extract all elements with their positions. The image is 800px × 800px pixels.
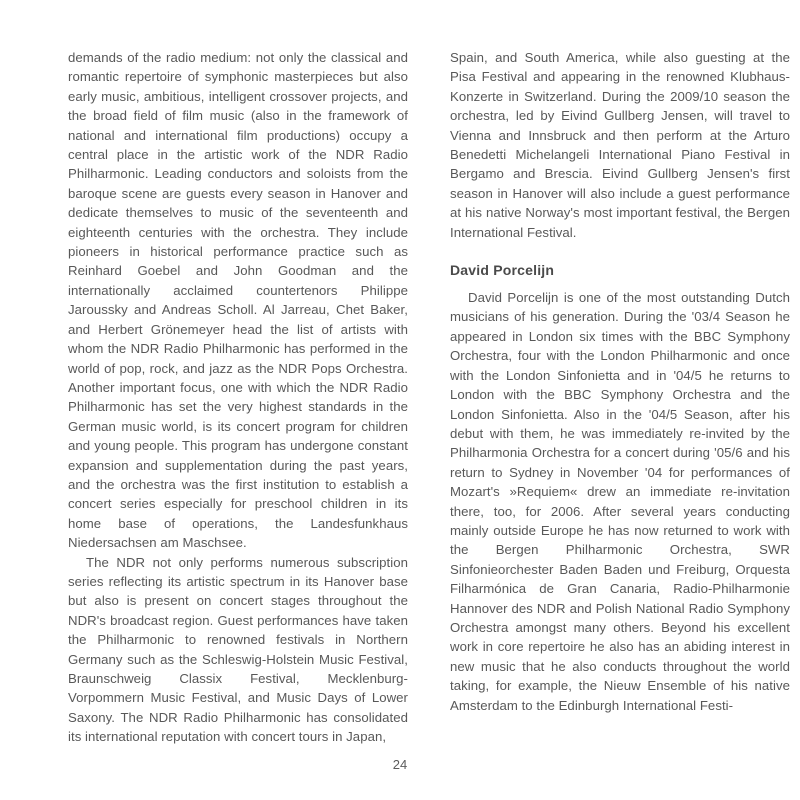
paragraph: David Porcelijn is one of the most outstanding Dutch musicians of his generation. During the '03/4 Season he appeared in London six times with the BBC Symphony Orchestra, four with the London Philharmonic and once with the London Sinfonietta and in '04/5 he returns to London with the BBC Symphony Orchestra and the London Sinfonietta. Also in the '04/5 Season, after his debut with them, he was immediately re-invited by the Philharmonia Orchestra for a concert during '05/6 and his return to Sydney in November '04 for performances of Mozart's »Requiem« drew an immediate re-invitation there, too, for 2006. After several years conducting mainly outside Europe he has now returned to work with the Bergen Philharmonic Orchestra, SWR Sinfonieorchester Baden Baden und Freiburg, Orquesta Filharmónica de Gran Canaria, Radio-Philharmonie Hannover des NDR and Polish National Radio Symphony Orchestra amongst many others. Beyond his excellent work in core repertoire he also has an abiding interest in new music that he also conducts throughout the world taking, for example, the Nieuw Ensemble of his native Amsterdam to the Edinburgh International Festi- (450, 290, 790, 713)
two-column-layout (68, 48, 790, 748)
section-heading: David Porcelijn (450, 262, 555, 279)
paragraph: The NDR not only performs numerous subscription series reflecting its artistic spectrum in its Hanover base but also is present on concert stages throughout the NDR's broadcast region. Guest performances have taken the Philharmonic to renowned festivals in Northern Germany such as the Schleswig-Holstein Music Festival, Braunschweig Classix Festival, Mecklenburg-Vorpommern Music Festival, and Music Days of Lower Saxony. The NDR Radio Philharmonic has consolidated its international reputation with concert tours in Japan, (68, 554, 408, 745)
page-number: 24 (392, 757, 408, 772)
paragraph: demands of the radio medium: not only the classical and romantic repertoire of symphonic masterpieces but also early music, ambitious, intelligent crossover projects, and the broad field of film music (also in the framework of national and international film productions) occupy a central place in the artistic work of the NDR Radio Philharmonic. Leading conductors and soloists from the baroque scene are guests every season in Hanover and dedicate themselves to music of the seventeenth and eighteenth centuries with the orchestra. They include pioneers in historical performance practice such as Reinhard Goebel and John Goodman and the internationally acclaimed countertenors Philippe Jaroussky and Andreas Scholl. Al Jarreau, Chet Baker, and Herbert Grönemeyer head the list of artists with whom the NDR Radio Philharmonic has performed in the world of pop, rock, and jazz as the NDR Pops Orchestra. Another important focus, one with which the NDR Radio Philharmonic has set the very highest standards in the German music world, is its concert program for children and young people. This program has undergone constant expansion and supplementation during the past years, and the orchestra was the first institution to establish a concert series especially for preschool children in its home base of operations, the Landesfunkhaus Niedersachsen am Maschsee. (68, 50, 408, 551)
paragraph: Spain, and South America, while also guesting at the Pisa Festival and appearing in the renowned Klubhaus-Konzerte in Switzerland. During the 2009/10 season the orchestra, led by Eivind Gullberg Jensen, will travel to Vienna and Innsbruck and then perform at the Arturo Benedetti Michelangeli International Piano Festival in Bergamo and Brescia. Eivind Gullberg Jensen's first season in Hanover will also include a guest performance at his native Norway's most important festival, the Bergen International Festival. (450, 50, 790, 240)
left-column (68, 48, 408, 748)
right-column (450, 48, 790, 748)
